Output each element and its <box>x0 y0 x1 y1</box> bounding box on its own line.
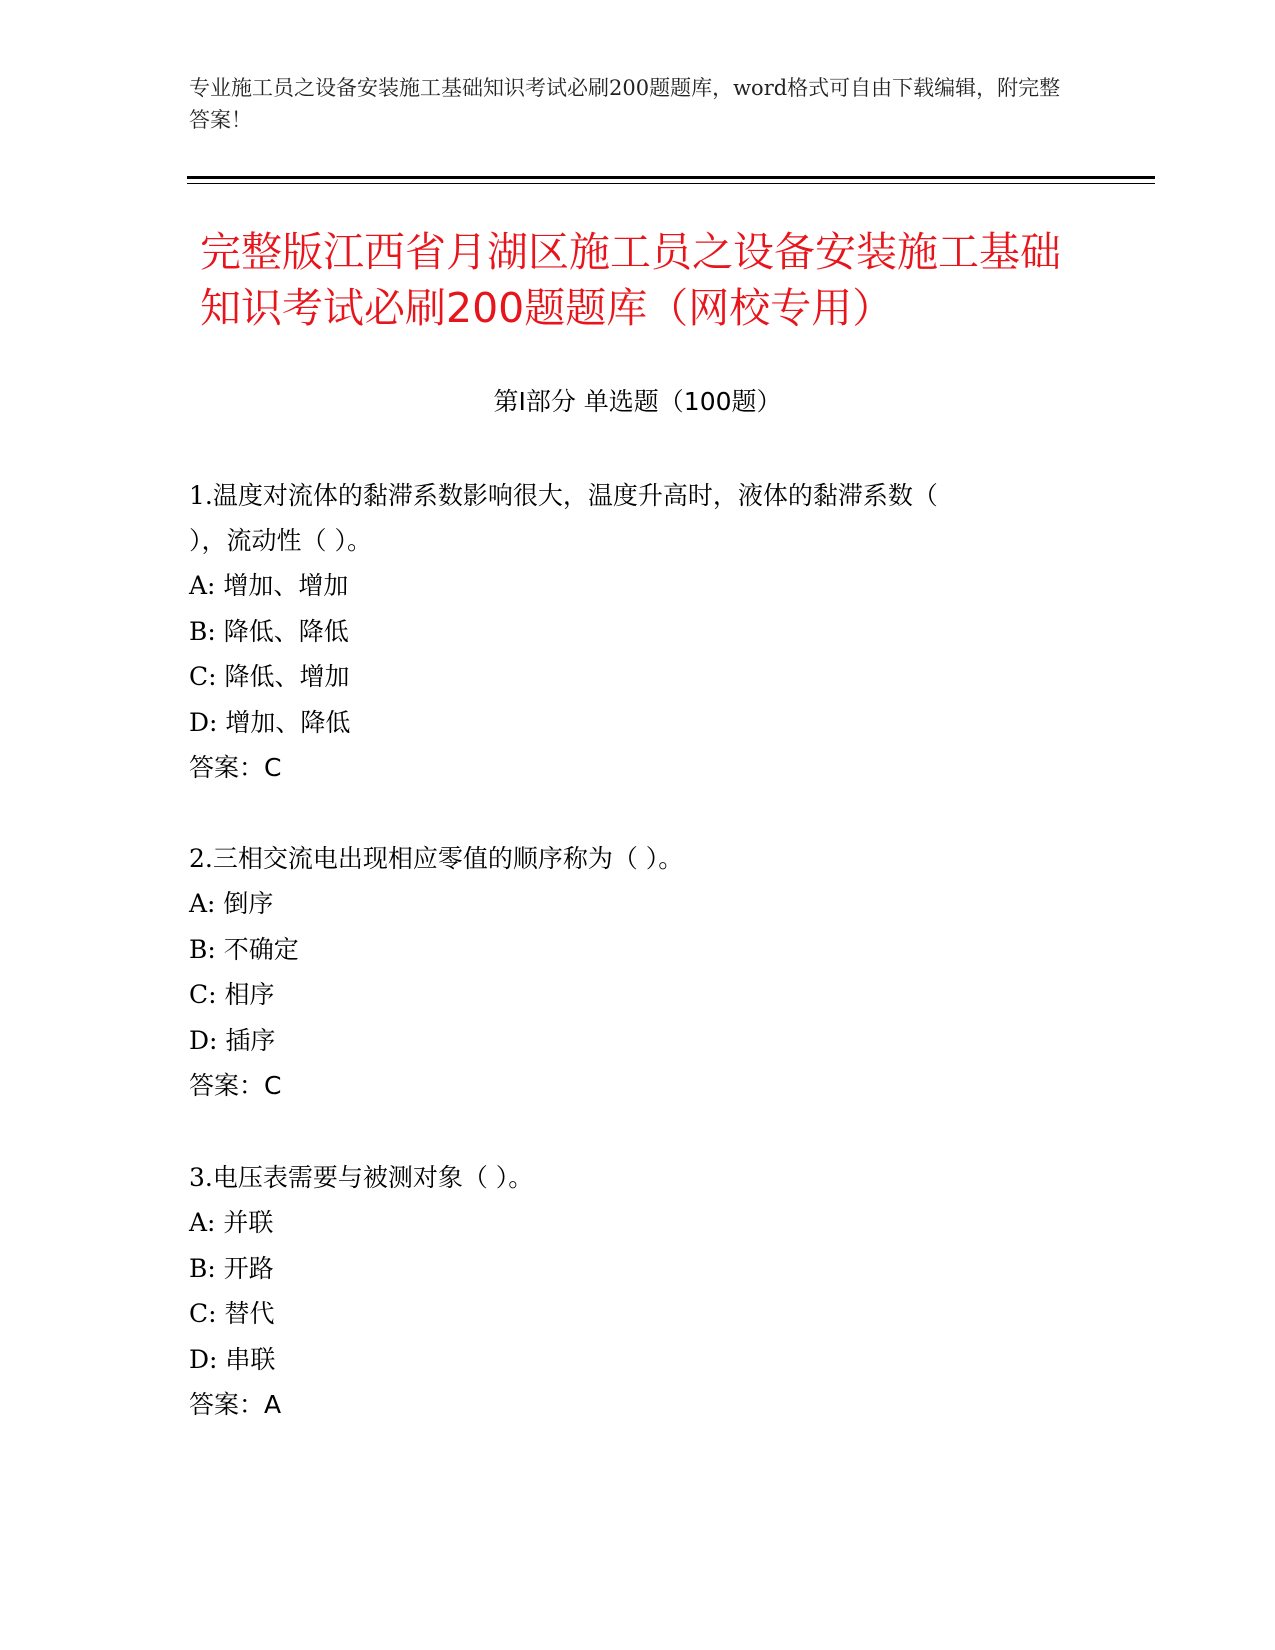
option-d: D: 插序 <box>189 1025 276 1055</box>
header-divider-thick <box>187 176 1155 179</box>
document-title: 完整版江西省月湖区施工员之设备安装施工基础知识考试必刷200题题库（网校专用） <box>200 228 1061 332</box>
option-c: C: 降低、增加 <box>189 662 350 691</box>
answer: 答案：A <box>189 1390 282 1419</box>
question-stem-line1: 2.三相交流电出现相应零值的顺序称为（ ）。 <box>189 844 684 873</box>
question-stem-line2: ），流动性（ ）。 <box>189 526 372 555</box>
header-note: 专业施工员之设备安装施工基础知识考试必刷200题题库，word格式可自由下载编辑，附完整答案！ <box>189 76 1061 132</box>
option-a: A: 倒序 <box>189 889 274 918</box>
question-stem-line1: 3.电压表需要与被测对象（ ）。 <box>189 1163 534 1192</box>
option-b: B: 降低、降低 <box>189 616 349 646</box>
question-stem-line1: 1.温度对流体的黏滞系数影响很大，温度升高时，液体的黏滞系数（ <box>189 481 938 510</box>
question-2 <box>189 836 1069 1108</box>
option-b: B: 不确定 <box>189 934 299 964</box>
option-d: D: 串联 <box>189 1344 276 1374</box>
option-a: A: 增加、增加 <box>189 571 349 600</box>
option-b: B: 开路 <box>189 1253 274 1283</box>
question-1 <box>189 473 1069 790</box>
header-divider-thin <box>187 183 1155 184</box>
answer: 答案：C <box>189 753 282 782</box>
question-3 <box>189 1155 1069 1427</box>
option-d: D: 增加、降低 <box>189 707 351 737</box>
option-a: A: 并联 <box>189 1208 274 1237</box>
option-c: C: 替代 <box>189 1299 275 1328</box>
section-title: 第Ⅰ部分 单选题（100题） <box>493 387 782 416</box>
answer: 答案：C <box>189 1071 282 1100</box>
option-c: C: 相序 <box>189 980 275 1009</box>
